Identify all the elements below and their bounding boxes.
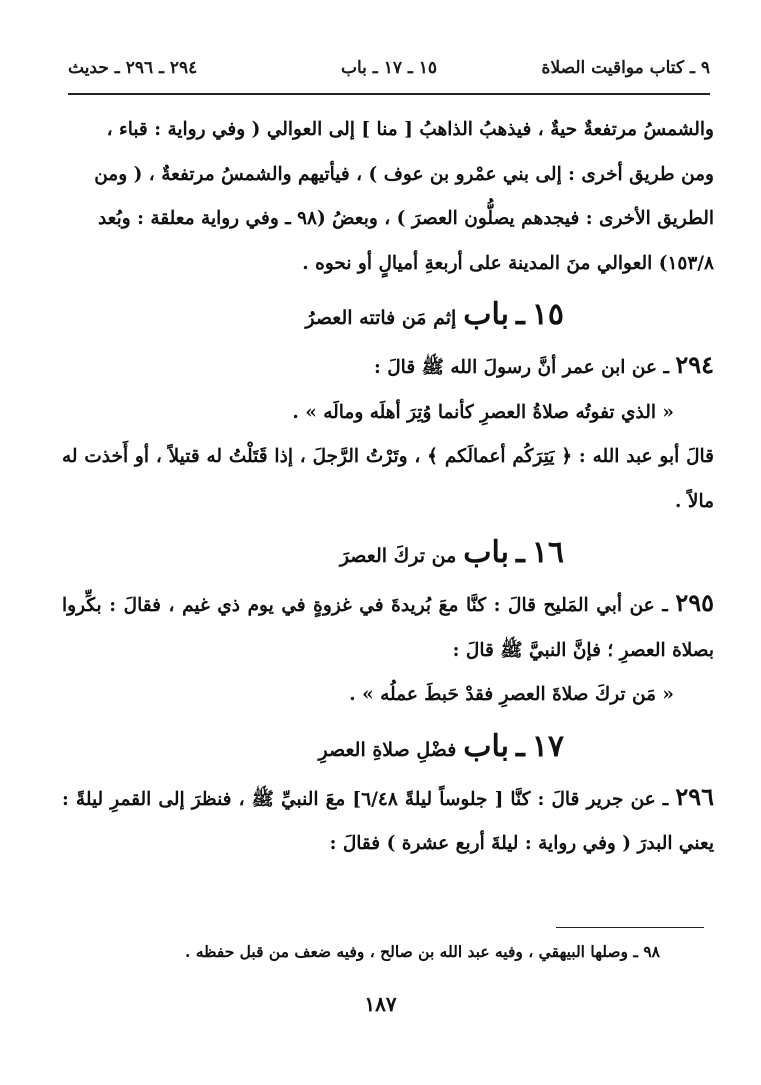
commentary: قالَ أبو عبد الله : ﴿ يَتِرَكُم أعمالَكم ﴾ ، وتَرْتُ الرَّجلَ ، إذا قَتَلْتُ له قتيلاً ، أو أَخذت له مالاً . <box>62 446 714 512</box>
header-book-title: ٩ ـ كتاب مواقيت الصلاة <box>541 58 710 78</box>
hadith-number: ٢٩٦ <box>675 781 714 811</box>
chapter-number: ١٥ <box>531 297 564 332</box>
footnote: ٩٨ ـ وصلها البيهقي ، وفيه عبد الله بن صالح ، وفيه ضعف من قبل حفظه . <box>185 942 660 961</box>
hadith-295 <box>62 581 714 673</box>
intro-line: والشمسُ مرتفعةٌ حيةٌ ، فيذهبُ الذاهبُ [ منا ] إلى العوالي ( وفي رواية : قباء ، <box>106 119 714 140</box>
chapter-label: باب <box>463 728 510 764</box>
hadith-quote: « الذي تفوتُه صلاةُ العصرِ كأنما وُتِرَ أهلَه ومالَه » . <box>292 401 674 423</box>
chapter-heading-15: ١٥ ـ باب إثم مَن فاتته العصرُ <box>305 297 564 332</box>
chapter-label: باب <box>463 535 510 570</box>
header-divider <box>68 93 710 95</box>
header-hadith-range: ٢٩٤ ـ ٢٩٦ ـ حديث <box>68 58 198 78</box>
hadith-294 <box>62 343 714 391</box>
hadith-text: ـ عن ابن عمر أنَّ رسولَ الله ﷺ قالَ : <box>373 357 669 378</box>
footnote-divider <box>556 927 704 928</box>
hadith-number: ٢٩٥ <box>675 588 714 617</box>
main-text <box>62 108 714 867</box>
chapter-title: من تركَ العصرَ <box>339 545 457 567</box>
hadith-text: ـ عن جرير قالَ : كنَّا [ جلوساً ليلةً ٦/٤٨] معَ النبيِّ ﷺ ، فنظرَ إلى القمرِ ليلةً : يعني البدرَ ( وفي رواية : ليلةَ أربع عشرة ) فقالَ : <box>62 788 714 854</box>
intro-line: ومن طريق أخرى : إلى بني عمْرو بن عوف ) ، فيأتيهم والشمسُ مرتفعةٌ ، ( ومن <box>94 163 714 185</box>
hadith-quote: « مَن تركَ صلاةَ العصرِ فقدْ حَبطَ عملُه » . <box>349 684 674 705</box>
chapter-number: ١٧ <box>531 728 564 764</box>
page-number: ١٨٧ <box>364 992 397 1016</box>
hadith-296 <box>62 775 714 867</box>
chapter-number: ١٦ <box>531 535 564 570</box>
chapter-title: فضْلِ صلاةِ العصرِ <box>318 738 457 761</box>
chapter-heading-17: ١٧ ـ باب فضْلِ صلاةِ العصرِ <box>318 728 564 764</box>
hadith-number: ٢٩٤ <box>675 350 714 379</box>
hadith-text: ـ عن أبي المَليح قالَ : كنَّا معَ بُريدةَ في غزوةٍ في يوم ذي غيم ، فقالَ : بكِّروا بصلاة العصرِ ؛ فإنَّ النبيَّ ﷺ قالَ : <box>62 595 714 661</box>
intro-line: الطريق الأخرى : فيجدهم يصلُّون العصرَ ) ، وبعضُ (٩٨ ـ وفي رواية معلقة : وبُعد <box>97 208 714 229</box>
chapter-label: باب <box>463 297 510 332</box>
chapter-title: إثم مَن فاتته العصرُ <box>305 307 457 329</box>
intro-line: ١٥٣/٨) العوالي منَ المدينة على أربعةِ أميالٍ أو نحوه . <box>302 252 714 274</box>
running-header <box>68 52 710 92</box>
chapter-heading-16: ١٦ ـ باب من تركَ العصرَ <box>339 535 564 570</box>
header-chapters: ١٥ ـ ١٧ ـ باب <box>340 58 438 78</box>
